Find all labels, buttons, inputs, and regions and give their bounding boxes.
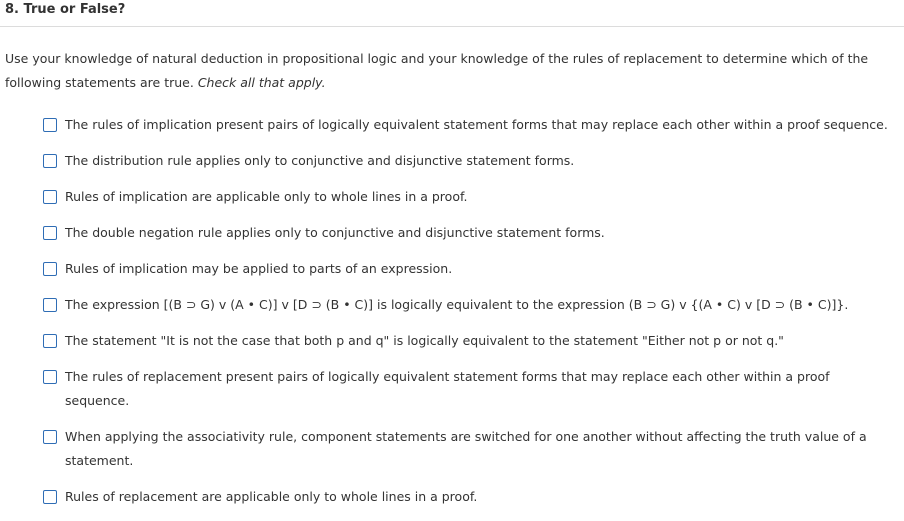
- option-checkbox[interactable]: [43, 334, 57, 348]
- answer-option[interactable]: [43, 257, 893, 281]
- question-title: 8. True or False?: [5, 2, 126, 17]
- instructions-text: Use your knowledge of natural deduction in propositional logic and your knowledge of the rules of replacement to determine which of the following statements are true.: [5, 51, 869, 90]
- option-checkbox[interactable]: [43, 430, 57, 444]
- option-label[interactable]: The double negation rule applies only to conjunctive and disjunctive statement forms.: [65, 225, 605, 240]
- answer-option[interactable]: [43, 425, 893, 473]
- option-label[interactable]: Rules of replacement are applicable only to whole lines in a proof.: [65, 489, 478, 504]
- option-label[interactable]: The distribution rule applies only to conjunctive and disjunctive statement forms.: [65, 153, 575, 168]
- answer-option[interactable]: [43, 293, 893, 317]
- answer-option[interactable]: [43, 113, 893, 137]
- answer-option[interactable]: [43, 485, 893, 509]
- option-label[interactable]: The rules of replacement present pairs of logically equivalent statement forms that may replace each other within a proof sequence.: [65, 369, 830, 408]
- answer-option[interactable]: [43, 185, 893, 209]
- option-checkbox[interactable]: [43, 490, 57, 504]
- option-checkbox[interactable]: [43, 118, 57, 132]
- option-label[interactable]: When applying the associativity rule, component statements are switched for one another without affecting the truth value of a statement.: [65, 429, 867, 468]
- option-checkbox[interactable]: [43, 370, 57, 384]
- option-checkbox[interactable]: [43, 262, 57, 276]
- option-checkbox[interactable]: [43, 226, 57, 240]
- option-label[interactable]: The statement "It is not the case that both p and q" is logically equivalent to the statement "Either not p or not q.": [65, 333, 784, 348]
- option-label[interactable]: The expression [(B ⊃ G) v (A • C)] v [D ⊃ (B • C)] is logically equivalent to the expression (B ⊃ G) v {(A • C) v [D ⊃ (B • C)]}.: [65, 297, 849, 312]
- option-checkbox[interactable]: [43, 190, 57, 204]
- answer-option[interactable]: [43, 149, 893, 173]
- option-checkbox[interactable]: [43, 154, 57, 168]
- instructions-hint: Check all that apply.: [197, 75, 326, 90]
- option-checkbox[interactable]: [43, 298, 57, 312]
- option-label[interactable]: Rules of implication are applicable only to whole lines in a proof.: [65, 189, 468, 204]
- option-label[interactable]: The rules of implication present pairs of logically equivalent statement forms that may replace each other within a proof sequence.: [65, 117, 888, 132]
- header-divider: [0, 26, 904, 27]
- answer-option[interactable]: [43, 221, 893, 245]
- option-label[interactable]: Rules of implication may be applied to parts of an expression.: [65, 261, 453, 276]
- answer-option[interactable]: [43, 329, 893, 353]
- question-instructions: [5, 47, 897, 95]
- answer-option[interactable]: [43, 365, 893, 413]
- answer-options-list: [43, 113, 893, 521]
